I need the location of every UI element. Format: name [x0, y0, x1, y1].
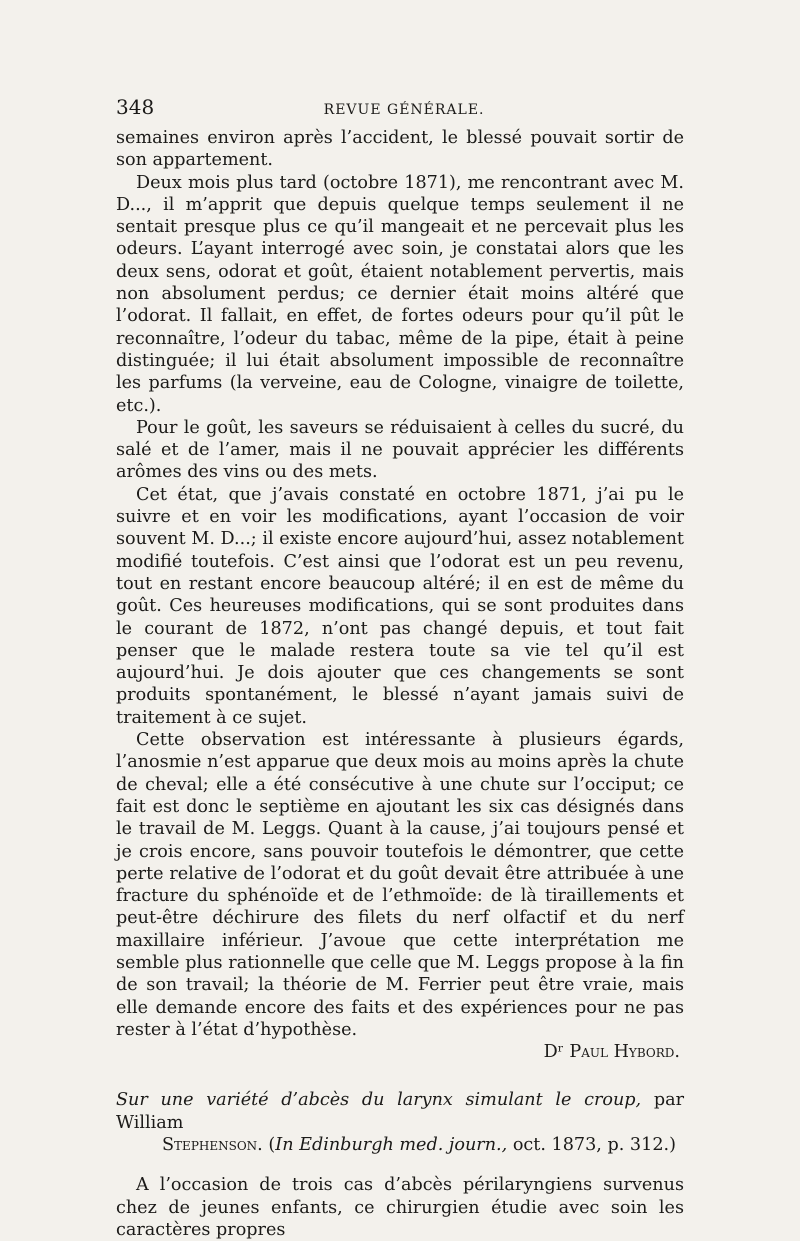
paragraph: Pour le goût, les saveurs se réduisaient à celles du sucré, du salé et de l’amer, mais il ne pouvait apprécier les différents arômes des vins ou des mets.	[116, 417, 684, 483]
source-date: oct. 1873, p. 312.)	[512, 1135, 676, 1156]
paragraph: Cet état, que j’avais constaté en octobre 1871, j’ai pu le suivre et en voir les modifications, ayant l’occasion de voir souvent M. D...; il existe encore aujourd’hui, assez notablement modifié toutefois. C’est ainsi que l’odorat est un peu revenu, tout en restant encore beaucoup altéré; il en est de même du goût. Ces heureuses modifications, qui se sont produites dans le courant de 1872, n’ont pas changé depuis, et tout fait penser que le malade restera toute sa vie tel qu’il est aujourd’hui. Je dois ajouter que ces changements se sont produits spontanément, le blessé n’ayant jamais suivi de traitement à ce sujet.	[116, 484, 684, 728]
signature-line	[116, 1041, 684, 1063]
next-article	[116, 1174, 684, 1241]
page-header	[116, 95, 684, 125]
review-citation	[116, 1089, 684, 1156]
review-title: Sur une variété d’abcès du larynx simulant le croup,	[116, 1090, 642, 1111]
citation-line-1	[116, 1089, 684, 1134]
citation-line-2	[116, 1134, 684, 1156]
paragraph: Cette observation est intéressante à plusieurs égards, l’anosmie n’est apparue que deux mois au moins après la chute de cheval; elle a été consécutive à une chute sur l’occiput; ce fait est donc le septième en ajoutant les six cas désignés dans le travail de M. Leggs. Quant à la cause, j’ai toujours pensé et je crois encore, sans pouvoir toutefois le démontrer, que cette perte relative de l’odorat et du goût devait être attribuée à une fracture du sphénoïde et de l’ethmoïde: de là tiraillements et peut-être déchirure des filets du nerf olfactif et du nerf maxillaire inférieur. J’avoue que cette interprétation me semble plus rationnelle que celle que M. Leggs propose à la fin de son travail; la théorie de M. Ferrier peut être vraie, mais elle demande encore des faits et des expériences pour ne pas rester à l’état d’hypothèse.	[116, 730, 684, 1040]
review-by: par William	[116, 1090, 685, 1133]
paragraph: A l’occasion de trois cas d’abcès périlaryngiens survenus chez de jeunes enfants, ce chirurgien étudie avec soin les caractères propres	[116, 1175, 684, 1240]
source-open: (	[268, 1135, 276, 1156]
page-number: 348	[116, 95, 155, 119]
running-title: REVUE GÉNÉRALE.	[323, 102, 485, 118]
paragraph: Deux mois plus tard (octobre 1871), me rencontrant avec M. D..., il m’apprit que depuis quelque temps seulement il ne sentait presque plus ce qu’il mangeait et ne percevait plus les odeurs. L’ayant interrogé avec soin, je constatai alors que les deux sens, odorat et goût, étaient notablement pervertis, mais non absolument perdus; ce dernier était moins altéré que l’odorat. Il fallait, en effet, de fortes odeurs pour qu’il pût le reconnaître, l’odeur du tabac, même de la pipe, était à peine distinguée; il lui était absolument impossible de reconnaître les parfums (la verveine, eau de Cologne, vinaigre de toilette, etc.).	[116, 172, 684, 416]
paragraph-continuation: semaines environ après l’accident, le blessé pouvait sortir de son appartement.	[116, 128, 684, 171]
review-author: Stephenson.	[162, 1135, 263, 1156]
author-signature: Dʳ Paul Hybord.	[543, 1042, 680, 1063]
source-journal: In Edinburgh med. journ.,	[275, 1135, 508, 1156]
article-body	[116, 127, 684, 1063]
